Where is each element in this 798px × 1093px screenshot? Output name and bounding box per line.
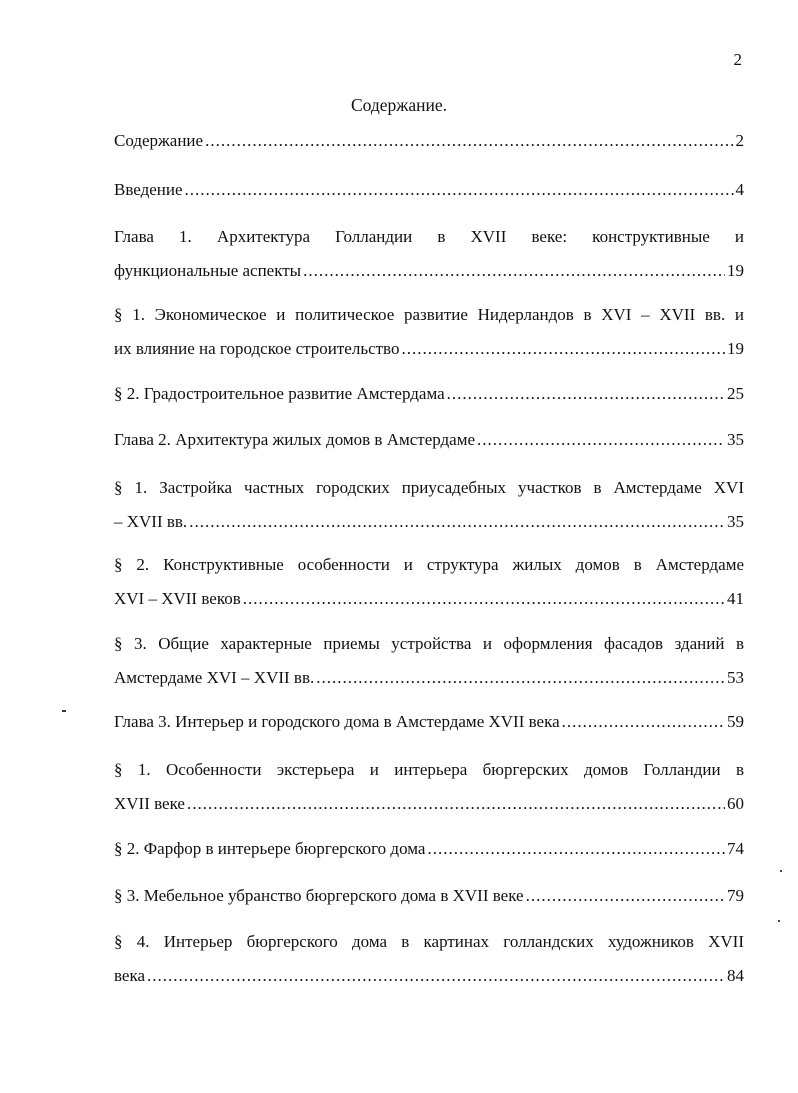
leader-dots xyxy=(303,261,725,281)
leader-dots xyxy=(427,839,725,859)
scan-speck xyxy=(780,870,782,872)
leader-dots xyxy=(147,966,725,986)
toc-entry-text: Глава 3. Интерьер и городского дома в Амстердаме XVII века xyxy=(114,712,560,731)
toc-entry-line1: § 2. Конструктивные особенности и структура жилых домов в Амстердаме xyxy=(114,555,744,574)
toc-entry-line1: § 1. Особенности экстерьера и интерьера бюргерских домов Голландии в xyxy=(114,760,744,779)
toc-entry-section-2-1[interactable] xyxy=(114,478,744,532)
leader-dots xyxy=(243,589,725,609)
leader-dots xyxy=(526,886,725,906)
toc-entry-text: XVI – XVII веков xyxy=(114,589,241,608)
toc-entry-page: 35 xyxy=(727,430,744,449)
toc-entry-page: 59 xyxy=(727,712,744,731)
toc-entry-page: 2 xyxy=(735,131,744,150)
toc-entry-text: § 2. Градостроительное развитие Амстердама xyxy=(114,384,445,403)
toc-entry-line1: § 4. Интерьер бюргерского дома в картинах голландских художников XVII xyxy=(114,932,744,951)
toc-entry-text: функциональные аспекты xyxy=(114,261,302,280)
toc-entry-chapter-2[interactable] xyxy=(114,430,744,450)
leader-dots xyxy=(401,339,725,359)
toc-entry-page: 74 xyxy=(727,839,744,858)
toc-entry-page: 25 xyxy=(727,384,744,403)
toc-entry-chapter-1[interactable] xyxy=(114,227,744,281)
toc-entry-page: 35 xyxy=(727,512,744,531)
leader-dots xyxy=(447,384,725,404)
page-title: Содержание. xyxy=(350,95,448,115)
toc-entry-page: 19 xyxy=(727,339,744,358)
toc-entry-contents[interactable] xyxy=(114,131,744,151)
toc-entry-introduction[interactable] xyxy=(114,180,744,200)
toc-entry-page: 19 xyxy=(727,261,744,280)
toc-entry-page: 79 xyxy=(727,886,744,905)
leader-dots xyxy=(562,712,725,732)
toc-entry-text: Содержание xyxy=(114,131,204,150)
toc-entry-line1: § 3. Общие характерные приемы устройства и оформления фасадов зданий в xyxy=(114,634,744,653)
toc-entry-text: Амстердаме XVI – XVII вв. xyxy=(114,668,315,687)
toc-entry-section-3-2[interactable] xyxy=(114,839,744,859)
toc-entry-line1: § 1. Застройка частных городских приусадебных участков в Амстердаме XVI xyxy=(114,478,744,497)
toc-entry-section-2-2[interactable] xyxy=(114,555,744,609)
toc-entry-text: § 3. Мебельное убранство бюргерского дома в XVII веке xyxy=(114,886,524,905)
toc-entry-text: – XVII вв. xyxy=(114,512,188,531)
toc-entry-section-1-1[interactable] xyxy=(114,305,744,359)
leader-dots xyxy=(185,180,734,200)
toc-entry-page: 84 xyxy=(727,966,744,985)
toc-entry-line1: Глава 1. Архитектура Голландии в XVII веке: конструктивные и xyxy=(114,227,744,246)
toc-entry-page: 60 xyxy=(727,794,744,813)
toc-entry-text: § 2. Фарфор в интерьере бюргерского дома xyxy=(114,839,426,858)
leader-dots xyxy=(316,668,725,688)
toc-entry-section-3-1[interactable] xyxy=(114,760,744,814)
toc-entry-section-2-3[interactable] xyxy=(114,634,744,688)
scan-mark xyxy=(62,710,66,712)
toc-entry-line1: § 1. Экономическое и политическое развитие Нидерландов в XVI – XVII вв. и xyxy=(114,305,744,324)
toc-entry-text: их влияние на городское строительство xyxy=(114,339,400,358)
toc-entry-text: века xyxy=(114,966,146,985)
scan-speck xyxy=(778,920,780,922)
toc-entry-page: 4 xyxy=(735,180,744,199)
page-number: 2 xyxy=(733,50,742,69)
toc-entry-section-3-4[interactable] xyxy=(114,932,744,986)
toc-entry-text: Глава 2. Архитектура жилых домов в Амстердаме xyxy=(114,430,476,449)
toc-entry-chapter-3[interactable] xyxy=(114,712,744,732)
leader-dots xyxy=(189,512,725,532)
toc-entry-section-1-2[interactable] xyxy=(114,384,744,404)
toc-entry-section-3-3[interactable] xyxy=(114,886,744,906)
toc-entry-text: XVII веке xyxy=(114,794,185,813)
leader-dots xyxy=(205,131,733,151)
leader-dots xyxy=(187,794,725,814)
toc-entry-text: Введение xyxy=(114,180,183,199)
toc-entry-page: 41 xyxy=(727,589,744,608)
leader-dots xyxy=(477,430,725,450)
toc-entry-page: 53 xyxy=(727,668,744,687)
